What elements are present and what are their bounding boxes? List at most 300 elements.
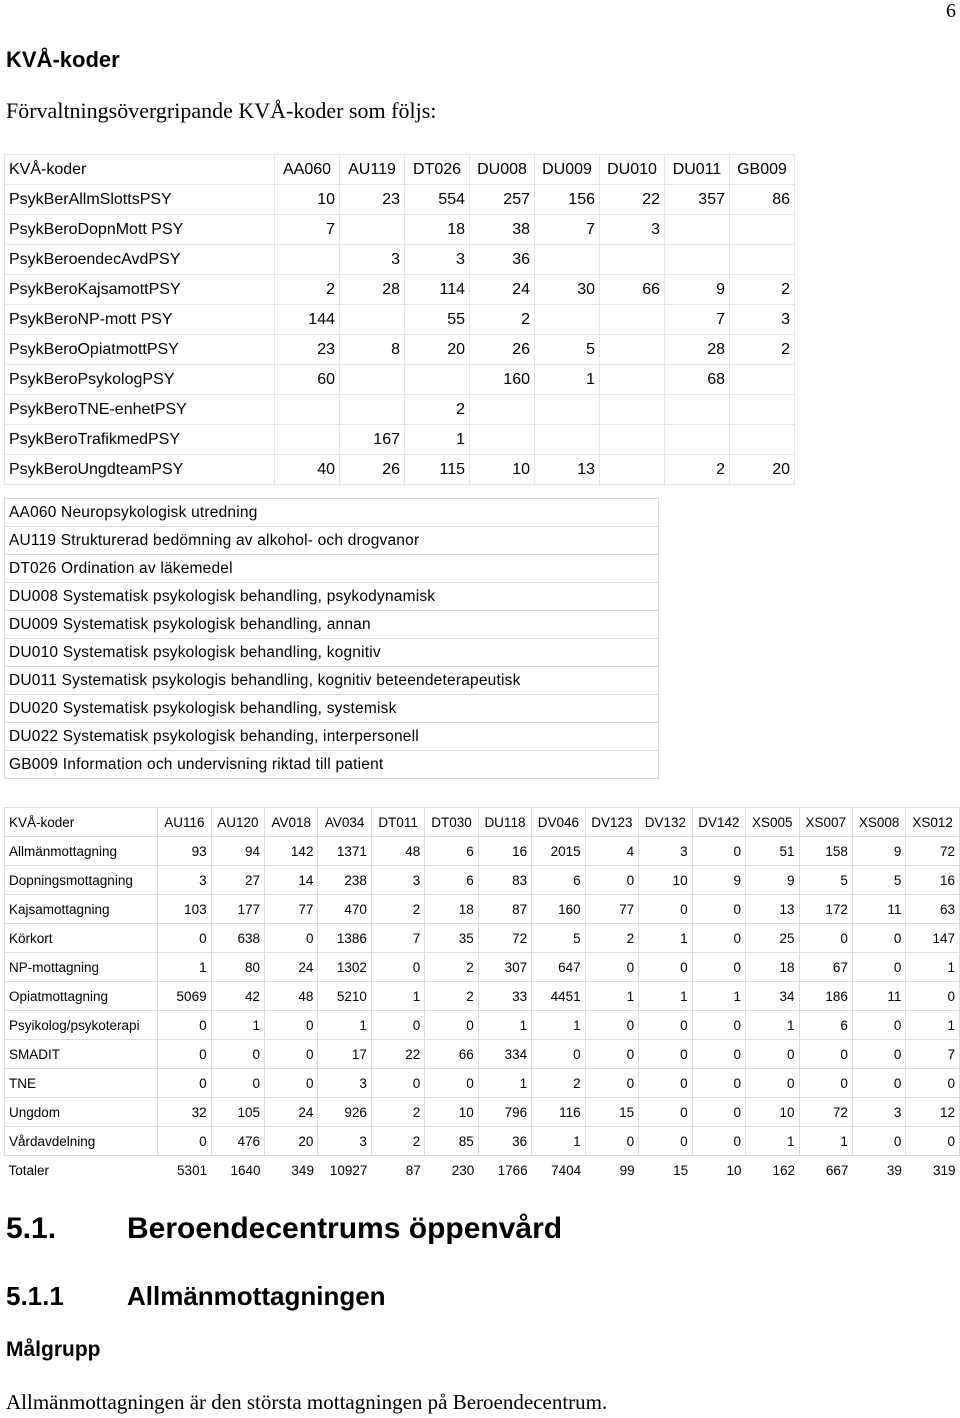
value-cell: 7 bbox=[275, 215, 340, 245]
value-cell: 7 bbox=[371, 924, 424, 953]
value-cell: 42 bbox=[211, 982, 264, 1011]
value-cell bbox=[730, 245, 795, 275]
value-cell: 0 bbox=[906, 1127, 960, 1156]
value-cell: 9 bbox=[692, 866, 745, 895]
value-cell: 0 bbox=[158, 1011, 211, 1040]
legend-cell: DU009 Systematisk psykologisk behandling, annan bbox=[5, 611, 659, 639]
legend-cell: DU022 Systematisk psykologisk behanding, interpersonell bbox=[5, 723, 659, 751]
value-cell: 27 bbox=[211, 866, 264, 895]
value-cell: 66 bbox=[600, 275, 665, 305]
value-cell bbox=[405, 365, 470, 395]
table-row bbox=[5, 185, 795, 215]
value-cell: 20 bbox=[265, 1127, 318, 1156]
total-value-cell: 162 bbox=[772, 1162, 795, 1178]
value-cell: 11 bbox=[852, 982, 905, 1011]
row-label-cell: Ungdom bbox=[5, 1098, 158, 1127]
value-cell: 177 bbox=[211, 895, 264, 924]
value-cell: 0 bbox=[585, 953, 638, 982]
value-cell: 24 bbox=[265, 953, 318, 982]
page-number: 6 bbox=[946, 0, 956, 22]
value-cell: 2 bbox=[470, 305, 535, 335]
value-cell: 1 bbox=[639, 982, 692, 1011]
total-value-cell: 7404 bbox=[551, 1162, 582, 1178]
total-value-cell: 1766 bbox=[497, 1162, 528, 1178]
value-cell: 476 bbox=[211, 1127, 264, 1156]
value-cell: 7 bbox=[906, 1040, 960, 1069]
legend-cell: AA060 Neuropsykologisk utredning bbox=[5, 499, 659, 527]
value-cell: 30 bbox=[535, 275, 600, 305]
row-label-cell: TNE bbox=[5, 1069, 158, 1098]
header-label-cell: KVÅ-koder bbox=[5, 155, 275, 185]
total-value-cell: 15 bbox=[673, 1162, 689, 1178]
total-row bbox=[5, 1156, 960, 1185]
value-cell: 67 bbox=[799, 953, 852, 982]
column-header-cell: DV132 bbox=[639, 808, 692, 837]
value-cell: 11 bbox=[852, 895, 905, 924]
value-cell: 1 bbox=[535, 365, 600, 395]
value-cell: 3 bbox=[158, 866, 211, 895]
column-header-cell: DU009 bbox=[535, 155, 600, 185]
value-cell: 0 bbox=[265, 924, 318, 953]
value-cell: 38 bbox=[470, 215, 535, 245]
value-cell: 357 bbox=[665, 185, 730, 215]
value-cell: 36 bbox=[478, 1127, 531, 1156]
value-cell: 1 bbox=[318, 1011, 371, 1040]
value-cell: 34 bbox=[746, 982, 799, 1011]
column-header-cell: AV034 bbox=[318, 808, 371, 837]
value-cell: 2 bbox=[425, 982, 478, 1011]
column-header-cell: GB009 bbox=[730, 155, 795, 185]
value-cell bbox=[600, 305, 665, 335]
value-cell: 72 bbox=[906, 837, 960, 866]
value-cell: 28 bbox=[340, 275, 405, 305]
value-cell: 2 bbox=[405, 395, 470, 425]
value-cell: 24 bbox=[265, 1098, 318, 1127]
value-cell: 796 bbox=[478, 1098, 531, 1127]
table-row bbox=[5, 425, 795, 455]
value-cell: 172 bbox=[799, 895, 852, 924]
value-cell: 0 bbox=[692, 1098, 745, 1127]
legend-row bbox=[5, 639, 659, 667]
value-cell: 2 bbox=[425, 953, 478, 982]
total-value-cell: 349 bbox=[291, 1162, 314, 1178]
value-cell: 0 bbox=[425, 1069, 478, 1098]
table-row bbox=[5, 1040, 960, 1069]
table-row bbox=[5, 305, 795, 335]
table-row bbox=[5, 1098, 960, 1127]
value-cell: 72 bbox=[799, 1098, 852, 1127]
value-cell bbox=[535, 245, 600, 275]
value-cell: 160 bbox=[470, 365, 535, 395]
total-value-cell: 39 bbox=[886, 1162, 902, 1178]
value-cell: 3 bbox=[852, 1098, 905, 1127]
value-cell: 0 bbox=[906, 1069, 960, 1098]
value-cell: 0 bbox=[639, 1040, 692, 1069]
value-cell bbox=[275, 425, 340, 455]
value-cell: 60 bbox=[275, 365, 340, 395]
value-cell: 3 bbox=[340, 245, 405, 275]
column-header-cell: DV142 bbox=[692, 808, 745, 837]
legend-cell: DU010 Systematisk psykologisk behandling, kognitiv bbox=[5, 639, 659, 667]
value-cell: 0 bbox=[639, 1098, 692, 1127]
column-header-cell: DU118 bbox=[478, 808, 531, 837]
value-cell: 0 bbox=[585, 1069, 638, 1098]
value-cell bbox=[600, 245, 665, 275]
legend-cell: DU008 Systematisk psykologisk behandling, psykodynamisk bbox=[5, 583, 659, 611]
value-cell: 7 bbox=[665, 305, 730, 335]
value-cell: 0 bbox=[639, 1069, 692, 1098]
value-cell: 1 bbox=[906, 953, 960, 982]
value-cell: 0 bbox=[692, 1011, 745, 1040]
value-cell: 40 bbox=[275, 455, 340, 485]
table-row bbox=[5, 1069, 960, 1098]
value-cell: 6 bbox=[532, 866, 585, 895]
value-cell: 0 bbox=[692, 895, 745, 924]
column-header-cell: AV018 bbox=[265, 808, 318, 837]
column-header-cell: AU116 bbox=[158, 808, 211, 837]
legend-row bbox=[5, 723, 659, 751]
value-cell: 470 bbox=[318, 895, 371, 924]
value-cell: 87 bbox=[478, 895, 531, 924]
legend-cell: DT026 Ordination av läkemedel bbox=[5, 555, 659, 583]
total-value-cell: 1640 bbox=[230, 1162, 261, 1178]
value-cell: 0 bbox=[639, 953, 692, 982]
value-cell: 3 bbox=[318, 1069, 371, 1098]
table-row bbox=[5, 1011, 960, 1040]
value-cell: 35 bbox=[425, 924, 478, 953]
total-value-cell: 319 bbox=[932, 1162, 956, 1178]
kva-legend-table bbox=[4, 498, 659, 779]
value-cell: 0 bbox=[211, 1069, 264, 1098]
total-label-cell: Totaler bbox=[8, 1162, 50, 1178]
value-cell: 0 bbox=[158, 1040, 211, 1069]
row-label-cell: Allmänmottagning bbox=[5, 837, 158, 866]
legend-row bbox=[5, 583, 659, 611]
value-cell: 15 bbox=[585, 1098, 638, 1127]
value-cell: 13 bbox=[535, 455, 600, 485]
value-cell: 2 bbox=[371, 1098, 424, 1127]
value-cell: 1 bbox=[639, 924, 692, 953]
value-cell bbox=[600, 395, 665, 425]
table-header-row bbox=[5, 808, 960, 837]
value-cell: 33 bbox=[478, 982, 531, 1011]
row-label-cell: PsykBeroOpiatmottPSY bbox=[5, 335, 275, 365]
value-cell: 63 bbox=[906, 895, 960, 924]
value-cell: 0 bbox=[211, 1040, 264, 1069]
value-cell: 160 bbox=[532, 895, 585, 924]
row-label-cell: NP-mottagning bbox=[5, 953, 158, 982]
value-cell bbox=[470, 425, 535, 455]
value-cell: 10 bbox=[639, 866, 692, 895]
value-cell: 93 bbox=[158, 837, 211, 866]
row-label-cell: Opiatmottagning bbox=[5, 982, 158, 1011]
value-cell: 156 bbox=[535, 185, 600, 215]
value-cell: 307 bbox=[478, 953, 531, 982]
value-cell: 2 bbox=[532, 1069, 585, 1098]
value-cell: 3 bbox=[639, 837, 692, 866]
value-cell: 55 bbox=[405, 305, 470, 335]
value-cell: 0 bbox=[265, 1011, 318, 1040]
table-row bbox=[5, 866, 960, 895]
column-header-cell: DV046 bbox=[532, 808, 585, 837]
value-cell: 7 bbox=[535, 215, 600, 245]
value-cell: 6 bbox=[425, 837, 478, 866]
row-label-cell: Psyikolog/psykoterapi bbox=[5, 1011, 158, 1040]
value-cell: 0 bbox=[852, 1040, 905, 1069]
column-header-cell: XS007 bbox=[799, 808, 852, 837]
value-cell: 0 bbox=[639, 895, 692, 924]
value-cell: 147 bbox=[906, 924, 960, 953]
value-cell bbox=[730, 365, 795, 395]
value-cell: 1 bbox=[158, 953, 211, 982]
value-cell: 20 bbox=[730, 455, 795, 485]
value-cell: 0 bbox=[585, 1040, 638, 1069]
reception-kva-table bbox=[4, 807, 960, 1184]
value-cell: 1 bbox=[799, 1127, 852, 1156]
value-cell: 5069 bbox=[158, 982, 211, 1011]
value-cell bbox=[275, 245, 340, 275]
value-cell: 86 bbox=[730, 185, 795, 215]
value-cell: 26 bbox=[340, 455, 405, 485]
value-cell: 24 bbox=[470, 275, 535, 305]
value-cell: 0 bbox=[158, 924, 211, 953]
section-title: Allmänmottagningen bbox=[127, 1281, 386, 1311]
value-cell bbox=[600, 335, 665, 365]
legend-row bbox=[5, 499, 659, 527]
column-header-cell: XS008 bbox=[852, 808, 905, 837]
legend-row bbox=[5, 695, 659, 723]
value-cell: 0 bbox=[585, 866, 638, 895]
value-cell: 10 bbox=[746, 1098, 799, 1127]
value-cell: 0 bbox=[799, 924, 852, 953]
value-cell: 0 bbox=[906, 982, 960, 1011]
value-cell: 3 bbox=[371, 866, 424, 895]
table-row bbox=[5, 924, 960, 953]
value-cell: 2 bbox=[371, 895, 424, 924]
value-cell: 1 bbox=[532, 1127, 585, 1156]
value-cell: 83 bbox=[478, 866, 531, 895]
row-label-cell: PsykBeroTNE-enhetPSY bbox=[5, 395, 275, 425]
value-cell: 115 bbox=[405, 455, 470, 485]
value-cell bbox=[730, 425, 795, 455]
value-cell: 2015 bbox=[532, 837, 585, 866]
table-row bbox=[5, 215, 795, 245]
value-cell: 36 bbox=[470, 245, 535, 275]
total-value-cell: 10 bbox=[726, 1162, 742, 1178]
value-cell: 85 bbox=[425, 1127, 478, 1156]
legend-cell: DU020 Systematisk psykologisk behandling, systemisk bbox=[5, 695, 659, 723]
value-cell: 0 bbox=[371, 953, 424, 982]
value-cell: 5210 bbox=[318, 982, 371, 1011]
value-cell: 32 bbox=[158, 1098, 211, 1127]
section-number: 5.1. bbox=[6, 1212, 57, 1245]
legend-cell: DU011 Systematisk psykologis behandling, kognitiv beteendeterapeutisk bbox=[5, 667, 659, 695]
value-cell: 1 bbox=[478, 1069, 531, 1098]
legend-row bbox=[5, 611, 659, 639]
value-cell: 5 bbox=[535, 335, 600, 365]
value-cell: 10 bbox=[425, 1098, 478, 1127]
value-cell: 5 bbox=[852, 866, 905, 895]
value-cell: 4451 bbox=[532, 982, 585, 1011]
value-cell: 1386 bbox=[318, 924, 371, 953]
value-cell: 22 bbox=[600, 185, 665, 215]
value-cell: 77 bbox=[265, 895, 318, 924]
value-cell bbox=[600, 365, 665, 395]
value-cell: 0 bbox=[692, 1040, 745, 1069]
value-cell: 2 bbox=[585, 924, 638, 953]
value-cell: 8 bbox=[340, 335, 405, 365]
value-cell: 22 bbox=[371, 1040, 424, 1069]
value-cell: 2 bbox=[371, 1127, 424, 1156]
legend-cell: GB009 Information och undervisning riktad till patient bbox=[5, 751, 659, 779]
value-cell: 9 bbox=[665, 275, 730, 305]
header-label-cell: KVÅ-koder bbox=[5, 808, 158, 837]
column-header-cell: DU008 bbox=[470, 155, 535, 185]
value-cell: 0 bbox=[852, 1127, 905, 1156]
value-cell: 0 bbox=[639, 1011, 692, 1040]
value-cell: 1 bbox=[585, 982, 638, 1011]
row-label-cell: PsykBerAllmSlottsPSY bbox=[5, 185, 275, 215]
value-cell bbox=[730, 395, 795, 425]
total-value-cell: 230 bbox=[451, 1162, 475, 1178]
table-row bbox=[5, 895, 960, 924]
column-header-cell: XS005 bbox=[746, 808, 799, 837]
value-cell: 2 bbox=[275, 275, 340, 305]
value-cell bbox=[665, 245, 730, 275]
table-row bbox=[5, 982, 960, 1011]
value-cell bbox=[340, 395, 405, 425]
value-cell: 0 bbox=[852, 953, 905, 982]
value-cell: 647 bbox=[532, 953, 585, 982]
column-header-cell: DT011 bbox=[371, 808, 424, 837]
value-cell bbox=[730, 215, 795, 245]
value-cell: 3 bbox=[600, 215, 665, 245]
row-label-cell: Körkort bbox=[5, 924, 158, 953]
value-cell: 2 bbox=[665, 455, 730, 485]
value-cell: 10 bbox=[275, 185, 340, 215]
table-row bbox=[5, 245, 795, 275]
value-cell: 554 bbox=[405, 185, 470, 215]
value-cell: 0 bbox=[692, 1069, 745, 1098]
column-header-cell: DT030 bbox=[425, 808, 478, 837]
value-cell: 1 bbox=[532, 1011, 585, 1040]
value-cell: 13 bbox=[746, 895, 799, 924]
value-cell: 114 bbox=[405, 275, 470, 305]
value-cell: 5 bbox=[799, 866, 852, 895]
legend-cell: AU119 Strukturerad bedömning av alkohol- och drogvanor bbox=[5, 527, 659, 555]
value-cell: 238 bbox=[318, 866, 371, 895]
row-label-cell: Vårdavdelning bbox=[5, 1127, 158, 1156]
table-row bbox=[5, 455, 795, 485]
value-cell: 1302 bbox=[318, 953, 371, 982]
value-cell: 18 bbox=[425, 895, 478, 924]
value-cell: 0 bbox=[852, 1069, 905, 1098]
value-cell: 26 bbox=[470, 335, 535, 365]
value-cell: 0 bbox=[371, 1011, 424, 1040]
value-cell: 257 bbox=[470, 185, 535, 215]
table-row bbox=[5, 1127, 960, 1156]
value-cell: 116 bbox=[532, 1098, 585, 1127]
value-cell: 68 bbox=[665, 365, 730, 395]
section-5-1-heading bbox=[6, 1212, 562, 1246]
value-cell: 18 bbox=[405, 215, 470, 245]
value-cell: 186 bbox=[799, 982, 852, 1011]
section-5-1-1-heading bbox=[6, 1281, 386, 1312]
value-cell: 28 bbox=[665, 335, 730, 365]
value-cell bbox=[340, 215, 405, 245]
table-row bbox=[5, 395, 795, 425]
value-cell: 0 bbox=[852, 1011, 905, 1040]
value-cell: 16 bbox=[478, 837, 531, 866]
value-cell: 158 bbox=[799, 837, 852, 866]
value-cell: 1 bbox=[746, 1127, 799, 1156]
value-cell: 1 bbox=[906, 1011, 960, 1040]
row-label-cell: PsykBeroendecAvdPSY bbox=[5, 245, 275, 275]
value-cell: 1 bbox=[692, 982, 745, 1011]
value-cell: 2 bbox=[730, 275, 795, 305]
row-label-cell: PsykBeroPsykologPSY bbox=[5, 365, 275, 395]
column-header-cell: DT026 bbox=[405, 155, 470, 185]
value-cell: 23 bbox=[340, 185, 405, 215]
value-cell: 1 bbox=[746, 1011, 799, 1040]
row-label-cell: PsykBeroNP-mott PSY bbox=[5, 305, 275, 335]
value-cell: 0 bbox=[158, 1069, 211, 1098]
value-cell: 0 bbox=[639, 1127, 692, 1156]
kva-heading: KVÅ-koder bbox=[6, 47, 120, 72]
value-cell bbox=[340, 365, 405, 395]
value-cell: 0 bbox=[746, 1040, 799, 1069]
value-cell: 0 bbox=[585, 1011, 638, 1040]
value-cell: 1 bbox=[371, 982, 424, 1011]
value-cell: 105 bbox=[211, 1098, 264, 1127]
value-cell: 0 bbox=[799, 1040, 852, 1069]
total-value-cell: 87 bbox=[405, 1162, 421, 1178]
value-cell: 1 bbox=[478, 1011, 531, 1040]
value-cell: 3 bbox=[318, 1127, 371, 1156]
row-label-cell: Kajsamottagning bbox=[5, 895, 158, 924]
column-header-cell: AA060 bbox=[275, 155, 340, 185]
table-row bbox=[5, 837, 960, 866]
table-header-row bbox=[5, 155, 795, 185]
value-cell: 80 bbox=[211, 953, 264, 982]
legend-row bbox=[5, 667, 659, 695]
column-header-cell: DU011 bbox=[665, 155, 730, 185]
value-cell: 0 bbox=[425, 1011, 478, 1040]
value-cell: 10 bbox=[470, 455, 535, 485]
value-cell bbox=[600, 425, 665, 455]
value-cell: 142 bbox=[265, 837, 318, 866]
value-cell: 0 bbox=[265, 1040, 318, 1069]
table-row bbox=[5, 275, 795, 305]
value-cell bbox=[600, 455, 665, 485]
column-header-cell: AU119 bbox=[340, 155, 405, 185]
row-label-cell: PsykBeroTrafikmedPSY bbox=[5, 425, 275, 455]
value-cell: 9 bbox=[852, 837, 905, 866]
value-cell: 20 bbox=[405, 335, 470, 365]
row-label-cell: PsykBeroDopnMott PSY bbox=[5, 215, 275, 245]
column-header-cell: DV123 bbox=[585, 808, 638, 837]
value-cell: 16 bbox=[906, 866, 960, 895]
value-cell: 25 bbox=[746, 924, 799, 953]
value-cell: 0 bbox=[746, 1069, 799, 1098]
total-value-cell: 5301 bbox=[177, 1162, 208, 1178]
value-cell: 0 bbox=[265, 1069, 318, 1098]
value-cell: 18 bbox=[746, 953, 799, 982]
value-cell: 0 bbox=[852, 924, 905, 953]
row-label-cell: PsykBeroUngdteamPSY bbox=[5, 455, 275, 485]
value-cell: 51 bbox=[746, 837, 799, 866]
value-cell bbox=[470, 395, 535, 425]
